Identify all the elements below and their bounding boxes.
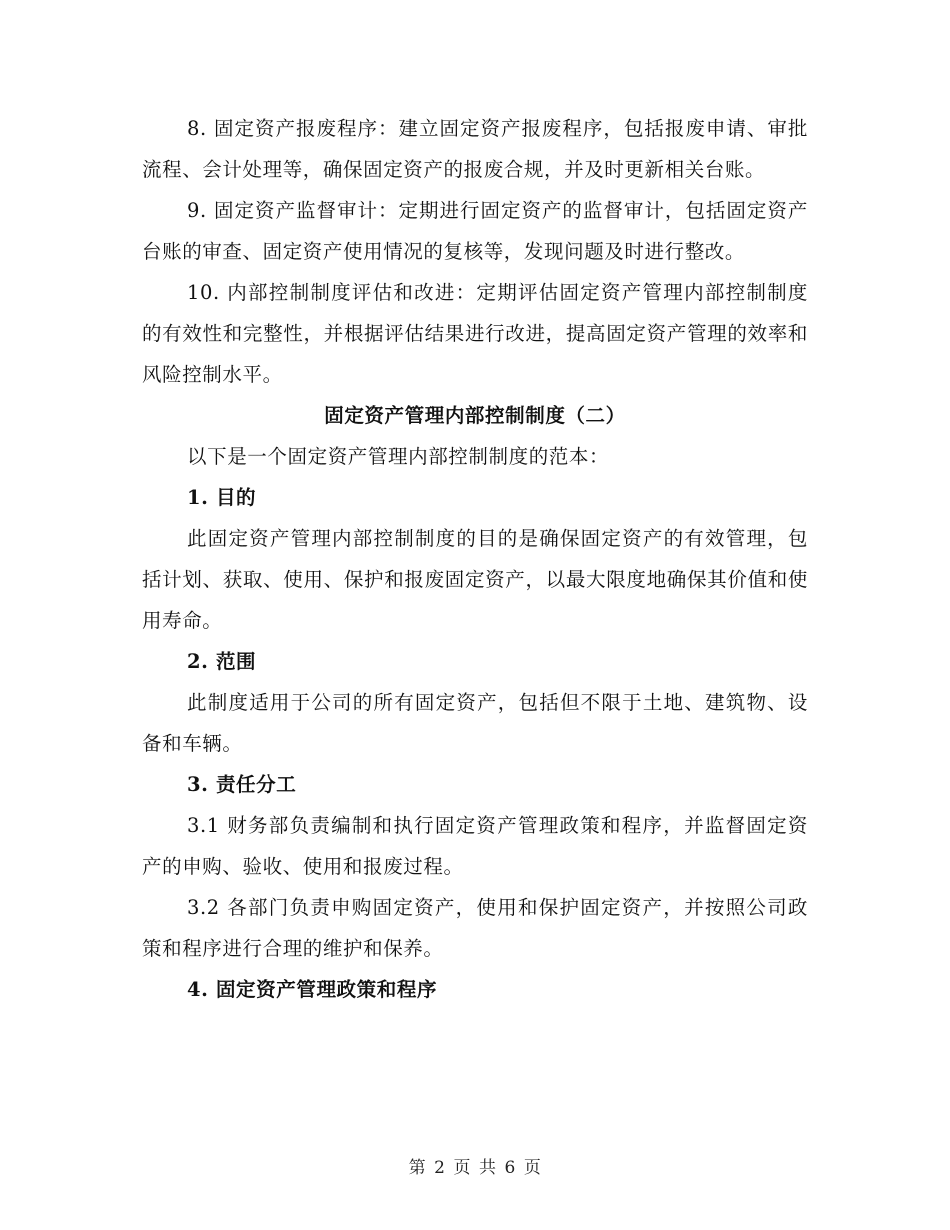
paragraph-responsibility-3-1: 3.1 财务部负责编制和执行固定资产管理政策和程序，并监督固定资产的申购、验收、使用和报废过程。: [142, 814, 808, 878]
section-title: 固定资产管理内部控制制度（二）: [324, 404, 626, 427]
paragraph-scope: 此制度适用于公司的所有固定资产，包括但不限于土地、建筑物、设备和车辆。: [142, 691, 808, 755]
paragraph-item-10: 10. 内部控制制度评估和改进：定期评估固定资产管理内部控制制度的有效性和完整性，并根据评估结果进行改进，提高固定资产管理的效率和风险控制水平。: [142, 281, 808, 386]
document-body: [142, 108, 808, 1010]
footer-total-label: 共: [479, 1158, 497, 1178]
footer-total-pages: 6: [504, 1158, 516, 1178]
paragraph-responsibility-3-2: 3.2 各部门负责申购固定资产，使用和保护固定资产，并按照公司政策和程序进行合理的维护和保养。: [142, 896, 808, 960]
heading-scope: 2. 范围: [187, 650, 257, 673]
footer-suffix: 页: [523, 1158, 542, 1178]
paragraph-purpose: 此固定资产管理内部控制制度的目的是确保固定资产的有效管理，包括计划、获取、使用、保护和报废固定资产，以最大限度地确保其价值和使用寿命。: [142, 527, 808, 632]
heading-responsibilities: 3. 责任分工: [187, 773, 297, 796]
page-footer: [0, 1153, 950, 1178]
intro-paragraph: 以下是一个固定资产管理内部控制制度的范本：: [187, 445, 610, 468]
footer-prefix: 第: [408, 1158, 427, 1178]
paragraph-item-8: 8. 固定资产报废程序：建立固定资产报废程序，包括报废申请、审批流程、会计处理等，确保固定资产的报废合规，并及时更新相关台账。: [142, 117, 808, 181]
footer-page-label: 页: [453, 1158, 471, 1178]
heading-purpose: 1. 目的: [187, 486, 257, 509]
footer-current-page: 2: [434, 1158, 446, 1178]
heading-policies: 4. 固定资产管理政策和程序: [187, 978, 438, 1001]
paragraph-item-9: 9. 固定资产监督审计：定期进行固定资产的监督审计，包括固定资产台账的审查、固定资产使用情况的复核等，发现问题及时进行整改。: [142, 199, 808, 263]
